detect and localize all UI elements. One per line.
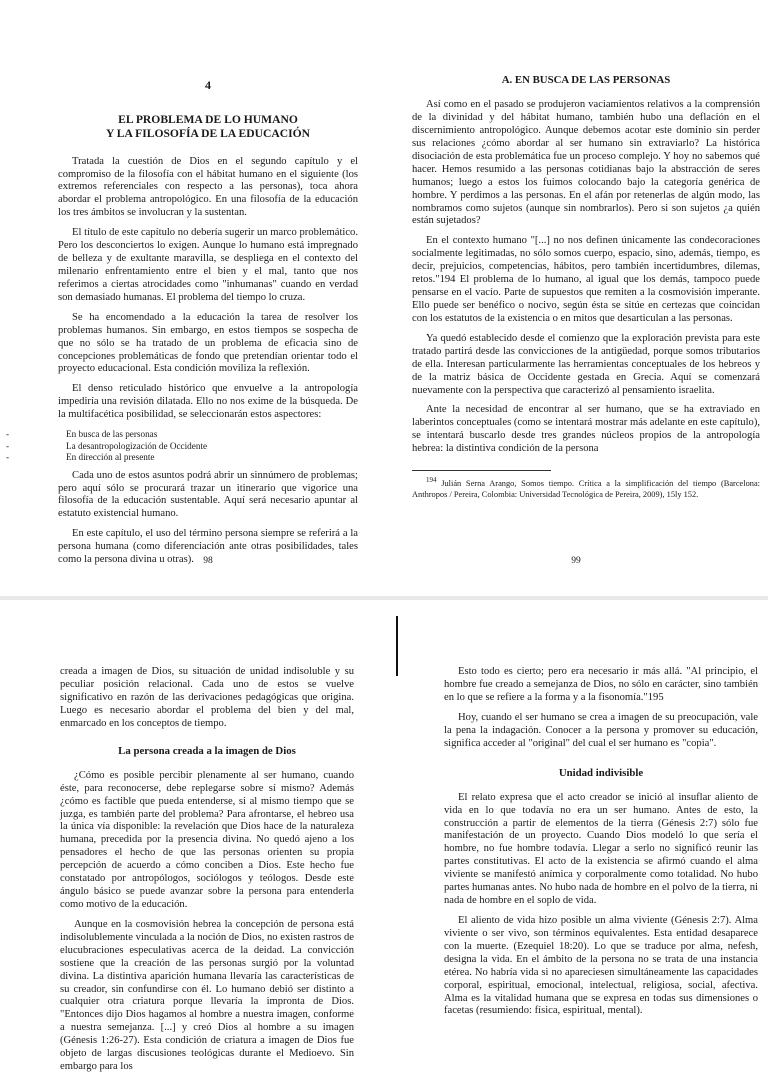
- chapter-number: 4: [205, 78, 211, 92]
- page-99: [384, 60, 768, 580]
- chapter-title: [58, 113, 358, 142]
- page-101: [384, 606, 768, 1024]
- section-title: La persona creada a la imagen de Dios: [118, 744, 296, 757]
- list-item: - La desantropologización de Occidente: [6, 440, 208, 451]
- footnote-divider: [412, 470, 551, 471]
- paragraph: El relato expresa que el acto creador se inició al insuflar aliento de vida en lo que todavía no era un ser humano. Antes de esto, la construcción a partir de elementos de la tierra (Génesis 2:7) sólo fue manifestación de un proyecto. Cuando Dios modeló lo que sería el hombre, no fue hombre todavía. Llegar a serlo no significó reunir las partes constitutivas. El acto de la existencia se afirmó cuando el alma viviente se manifestó anímica y corporalmente como totalidad. No hubo partes humanas antes. No hubo nada de hombre en el polvo de la tierra, ni nada de hombre en el soplo de vida.: [444, 791, 758, 907]
- paragraph: En el contexto humano "[...] no nos definen únicamente las condecoraciones socialmente legitimadas, no sólo somos cuerpo, espacio, sino, además, tiempo, es decir, prejuicios, competencias, hábitos, pero también incertidumbres, dilemas, retos."194 El problema de lo humano, al igual que los demás, tampoco puede pensarse en el vacío. Parte de supuestos que remiten a la cosmovisión imperante. Ello puede ser benéfico o nocivo, según ésta se sitúe en certezas que coincidan con los estatutos de la existencia o en mitos que desarticulan a las personas.: [412, 235, 760, 324]
- paragraph: Aunque en la cosmovisión hebrea la concepción de persona está indisolublemente vinculada a la noción de Dios, no existen rastros de elucubraciones especulativas acerca de la deidad. La convicción sostiene que la creación de las personas surgió por la voluntad divina. La distintiva aparición humana llevaría las características de su creador, sin confundirse con él. Lo humano debió ser distinto a cualquier otra criatura porque llevaría la impronta de Dios. "Entonces dijo Dios hagamos al hombre a nuestra imagen, conforme a nuestra semejanza. [...] y creó Dios al hombre a su imagen (Génesis 1:26-27). Esta condición de criatura a imagen de Dios fue objeto de largas discusiones teológicas durante el Medioevo. Sin embargo para los: [60, 918, 354, 1073]
- page-number: 98: [203, 556, 213, 567]
- footnote-number: 194: [426, 476, 437, 485]
- list-item-text: En busca de las personas: [66, 429, 158, 440]
- paragraph: Cada uno de estos asuntos podrá abrir un sinnúmero de problemas; pero aquí sólo se procurará trazar un itinerario que vigorice una filosofía de la educación sustentable. Aquí será necesario apuntar al estatuto existencial humano.: [58, 469, 358, 520]
- aspect-list: [6, 429, 358, 464]
- section-title: A. EN BUSCA DE LAS PERSONAS: [501, 74, 671, 86]
- paragraph: Hoy, cuando el ser humano se crea a imagen de su preocupación, vale la pena la indagación. Conocer a la persona y promover su educación, significa acceder al "original" del cual el ser humano es "copia".: [444, 711, 758, 749]
- page-100: [0, 606, 384, 1073]
- paragraph: Así como en el pasado se produjeron vaciamientos relativos a la comprensión de la divinidad y del hábitat humano, también hubo una deflación en el discernimiento antropológico. Aunque debemos acotar este dominio sin perder sus relaciones ¿cómo abordar al ser humano sin extraviarlo? La histórica disociación de esta problemática fue un proceso complejo. Y hoy no sabemos qué hacer. Hemos resumido a las personas cotidianas bajo la abstracción de seres humanos; luego a estos los fuimos colocando bajo la categoría genérica de hombre. Y perdimos a las personas. En el afán por retenerlas de algún modo, las nombramos como sujetos (aunque sin nombrarlos). Pero si son sujetos ¿a quién están sujetados?: [412, 99, 760, 227]
- paragraph: El denso reticulado histórico que envuelve a la antropología impediría una revisión dilatada. Ello no nos exime de la búsqueda. De la multifacética posibilidad, se seleccionarán estos aspectores:: [58, 383, 358, 421]
- list-item: - En busca de las personas: [6, 429, 158, 440]
- paragraph: En este capítulo, el uso del término persona siempre se referirá a la persona humana (como diferenciación ante otras posibilidades, tales como la persona divina u otras).: [58, 528, 358, 566]
- page-number: 99: [571, 556, 581, 567]
- footnote: [412, 476, 760, 500]
- list-item-text: La desantropologización de Occidente: [66, 440, 208, 451]
- chapter-title-line-1: EL PROBLEMA DE LO HUMANO: [118, 112, 298, 126]
- footnote-text: Julián Serna Arango, Somos tiempo. Crítica a la simplificación del tiempo (Barcelona: Anthropos / Pereira, Colombia: Universidad Tecnológica de Pereira, 2009), 15ly 152.: [412, 478, 761, 499]
- paragraph: Ante la necesidad de encontrar al ser humano, que se ha extraviado en laberintos conceptuales (como se intentará mostrar más adelante en este capítulo), se intentará buscarlo desde tres grandes núcleos propios de la antropología hebrea: la distintiva condición de la persona: [412, 404, 760, 455]
- paragraph: El título de este capítulo no debería sugerir un marco problemático. Pero los desconciertos lo exigen. Aunque lo humano está impregnado de belleza y de exultante maravilla, se despliega en el contexto del milenario enfrentamiento entre el bien y el mal, tanto que nos referimos a ciertas atrocidades como "inhumanas" cuando en verdad son demasiado humanas. El problema del tiempo lo cruza.: [58, 227, 358, 303]
- paragraph: Se ha encomendado a la educación la tarea de resolver los problemas humanos. Sin embargo, en estos tiempos se sospecha de que no sólo se ha tratado de un problema de eficacia sino de concepciones problemáticas de fondo que pretendían orientar todo el proyecto educacional. Esta condición moviliza la reflexión.: [58, 311, 358, 375]
- paragraph: El aliento de vida hizo posible un alma viviente (Génesis 2:7). Alma viviente o ser vivo, son términos equivalentes. Esta entidad desaparece con la muerte. (Ezequiel 18:20). Lo que se traduce por alma, nefesh, designa la vida. En el ámbito de la persona no se trata de una instancia etérea. No habría vida si no apareciesen simultáneamente las capacidades corporal, espiritual, emocional, intelectual, religiosa, social, afectiva. Alma es la vitalidad humana que se expresa en todas sus dimensiones o facetas (resumiendo: física, espiritual, mental).: [444, 915, 758, 1017]
- paragraph: Esto todo es cierto; pero era necesario ir más allá. "Al principio, el hombre fue creado a semejanza de Dios, no sólo en carácter, sino también en lo que se refiere a la forma y a la fisonomía."195: [444, 666, 758, 703]
- page-seam: [0, 596, 768, 600]
- page-98: [0, 60, 384, 580]
- paragraph: creada a imagen de Dios, su situación de unidad indisoluble y su peculiar posición relacional. Cada uno de estos se vuelve significativo en razón de las derivaciones pedagógicas que origina. Luego es necesario abordar el problema del bien y del mal, enmarcado en los conceptos de tiempo.: [60, 666, 354, 729]
- list-item: - En dirección al presente: [6, 452, 155, 463]
- list-item-text: En dirección al presente: [66, 452, 155, 463]
- chapter-title-line-2: Y LA FILOSOFÍA DE LA EDUCACIÓN: [105, 127, 311, 141]
- paragraph: ¿Cómo es posible percibir plenamente al ser humano, cuando éste, para reconocerse, debe replegarse sobre sí mismo? Además ¿cómo es factible que pueda entenderse, si al mismo tiempo que se juzga, es también parte del problema? Para afrontarse, el hebreo usa la única vía disponible: la revelación que Dios hace de la naturaleza humana, precedida por la presencia divina. No quedó ajeno a los pensadores el hecho de que las personas orienten su propia percepción de acuerdo a cómo conciben a Dios. Este hecho fue constatado por antropólogos, sociólogos y teólogos. Desde este ángulo básico se puede avanzar sobre la persona para entenderla como motivo de la educación.: [60, 769, 354, 910]
- paragraph: Ya quedó establecido desde el comienzo que la exploración prevista para este tratado partirá desde las convicciones de la antigüedad, porque somos tributarios de ella. Interesan particularmente las herramientas conceptuales de los hebreos y de la matriz básica de Occidente gestada en Grecia. Aquí se comenzará nuevamente con la perspectiva que caracterizó al pensamiento israelita.: [412, 332, 760, 396]
- paragraph: Tratada la cuestión de Dios en el segundo capítulo y el compromiso de la filosofía con el hábitat humano en el siguiente (los extremos referenciales con respecto a las personas), toca ahora abordar el problema antropológico. En una filosofía de la educación los tres ámbitos se involucran y la sustentan.: [58, 155, 358, 219]
- subsection-title: Unidad indivisible: [558, 766, 644, 779]
